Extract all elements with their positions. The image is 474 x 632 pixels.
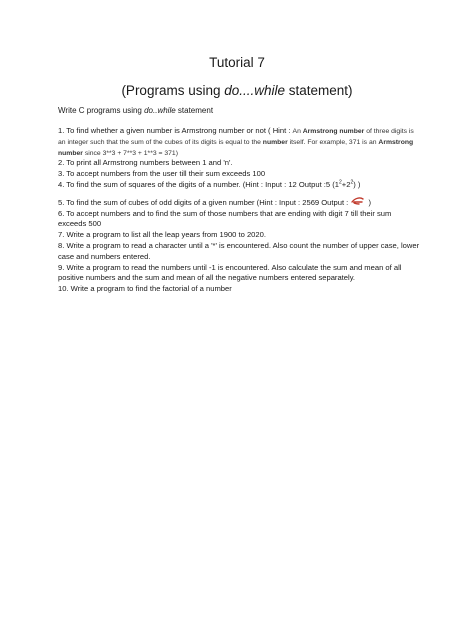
hint-part: An [292, 128, 303, 135]
question-5 [58, 196, 420, 209]
hint-part: itself. For example, 371 is an [287, 138, 379, 146]
question-4 [58, 180, 420, 191]
question-8: 8. Write a program to read a character until a '*' is encountered. Also count the number of upper case, lower case and numbers entered. [58, 240, 420, 261]
question-1 [58, 126, 420, 158]
intro-keyword: do..while [144, 106, 176, 115]
question-4-end: ) ) [353, 179, 361, 189]
question-2: 2. To print all Armstrong numbers between 1 and 'n'. [58, 158, 233, 168]
hint-part: since 3**3 + 7**3 + 1**3 = 371) [82, 149, 178, 157]
hint-bold: Armstrong number [58, 138, 414, 157]
question-list [58, 126, 420, 295]
question-3: 3. To accept numbers from the user till their sum exceeds 100 [58, 169, 266, 179]
question-10: 10. Write a program to find the factorial of a number [58, 284, 232, 294]
subtitle-keyword: do....while [224, 83, 286, 98]
subtitle-close: statement) [285, 83, 353, 98]
question-5-text: 5. To find the sum of cubes of odd digits of a given number (Hint : Input : 2569 Output : [58, 197, 351, 207]
intro-suffix: statement [175, 106, 214, 115]
hint-bold: number [262, 138, 288, 146]
question-6: 6. To accept numbers and to find the sum of those numbers that are ending with digit 7 till their sum exceeds 500 [58, 208, 392, 229]
question-4-mid: +2 [341, 179, 351, 189]
superscript-2: 2 [350, 179, 354, 186]
question-7: 7. Write a program to list all the leap years from 1900 to 2020. [58, 230, 266, 240]
question-4-text: 4. To find the sum of squares of the digits of a number. (Hint : Input : 12 Output :5 (1 [58, 179, 339, 189]
intro-prefix: Write C programs using [58, 106, 145, 115]
subtitle-open: (Programs using [121, 83, 225, 98]
question-1-text: 1. To find whether a given number is Armstrong number or not ( Hint : [58, 126, 293, 135]
question-9: 9. Write a program to read the numbers until -1 is encountered. Also calculate the sum and mean of all positive numbers and the sum and mean of all the negative numbers entered separately. [58, 262, 402, 283]
superscript-2: 2 [339, 179, 342, 186]
hint-bold: Armstrong number [302, 128, 365, 135]
tutorial-title: Tutorial 7 [209, 55, 265, 70]
tutorial-subtitle [0, 83, 474, 98]
hint-part: of three digits is an integer such that the sum of the cubes of its digits is equal to the [58, 128, 414, 146]
intro-line [58, 106, 213, 115]
handwritten-scribble-icon [350, 196, 366, 206]
question-5-end: ) [366, 197, 372, 207]
